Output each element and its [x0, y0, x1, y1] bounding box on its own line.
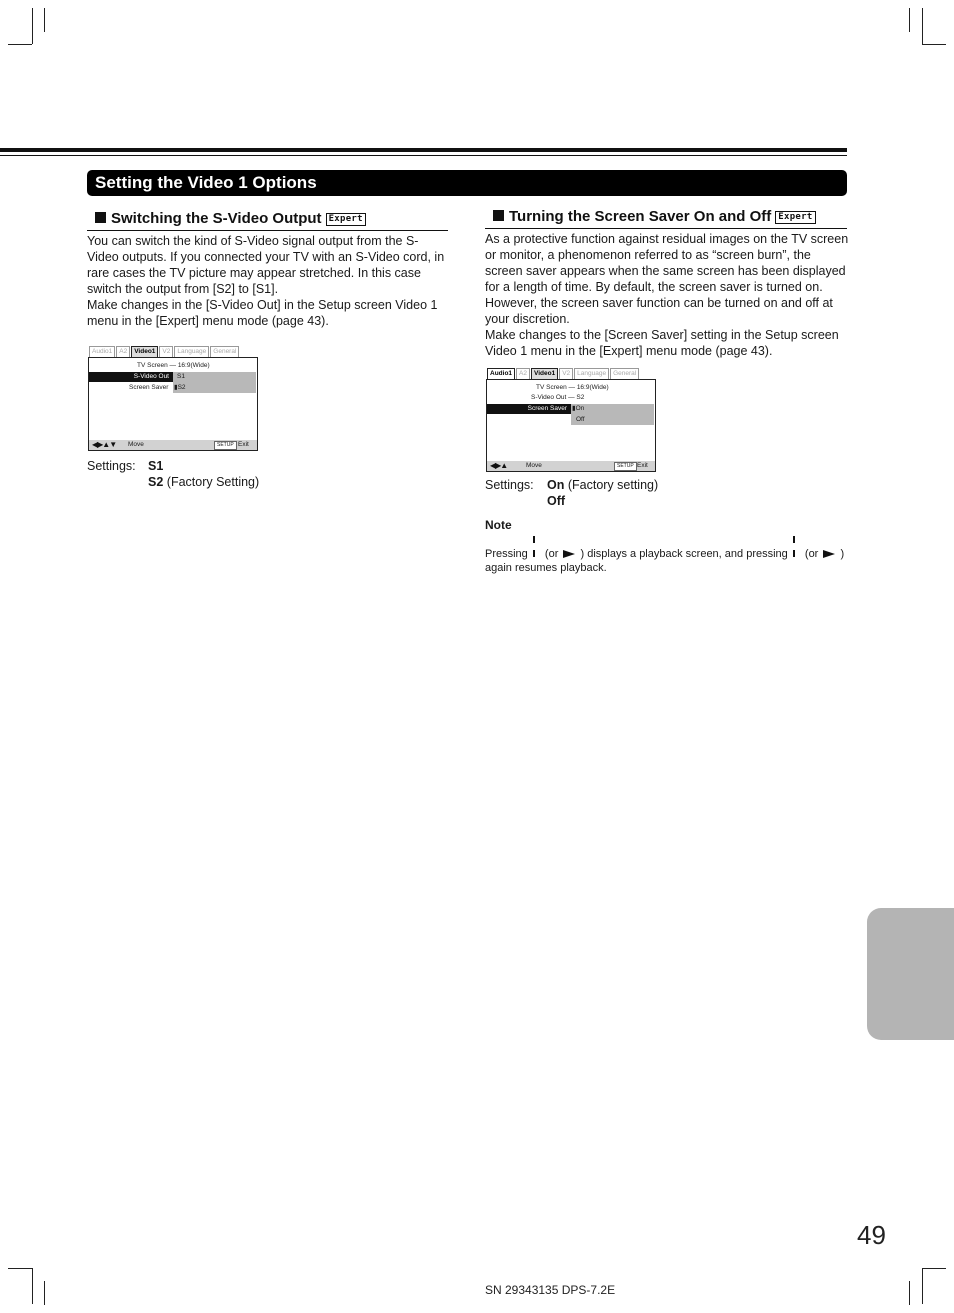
- crop-mark: [32, 1268, 33, 1304]
- left-settings-label: Settings:: [87, 459, 136, 473]
- footer-code: SN 29343135 DPS-7.2E: [485, 1283, 616, 1297]
- left-heading-rule: [87, 230, 448, 231]
- osd-bottom-bar: [89, 440, 257, 450]
- osd-bottom-bar: [487, 461, 655, 471]
- osd-tab-a2: A2: [516, 368, 530, 379]
- right-paragraph-2: Make changes to the [Screen Saver] setting in the Setup screen Video 1 menu in the [Expert] menu mode (page 43).: [485, 328, 839, 358]
- crop-mark: [32, 8, 33, 44]
- right-body: [485, 231, 849, 359]
- section-title-bar: [87, 170, 847, 196]
- osd-option-on: ▮On: [572, 405, 585, 412]
- osd-tab-audio1: Audio1: [487, 368, 515, 379]
- crop-mark: [44, 8, 45, 32]
- note-text: Pressing (or ) displays a playback screen, and pressing (or ) again resumes playback.: [485, 533, 847, 575]
- section-title: Setting the Video 1 Options: [95, 173, 317, 192]
- osd-tab-general: General: [610, 368, 639, 379]
- right-paragraph-1: As a protective function against residual images on the TV screen or monitor, a phenomenon referred to as “screen burn”, the screen saver appears when the same screen has been displayed for a length of time. By default, the screen saver is turned on. However, the screen saver function can be turned on and off at your discretion.: [485, 232, 849, 326]
- left-heading-text: Switching the S-Video Output: [111, 210, 322, 227]
- osd-row-tv-screen: TV Screen — 16:9(Wide): [137, 362, 210, 369]
- right-osd-screen: [486, 370, 656, 472]
- crop-mark: [922, 44, 946, 45]
- page-number: 49: [857, 1220, 886, 1250]
- osd-option-s2: ▮S2: [174, 384, 186, 391]
- arrow-keys-icon: ◀▶▲▼: [92, 440, 117, 449]
- chapter-thumb-tab: [867, 908, 954, 1040]
- crop-mark: [8, 1268, 32, 1269]
- osd-tab-general: General: [210, 346, 239, 357]
- crop-mark: [909, 8, 910, 32]
- crop-mark: [922, 1268, 946, 1269]
- osd-option-s1: S1: [177, 373, 185, 380]
- osd-tab-v2: V2: [559, 368, 573, 379]
- osd-row-svideo-out: S-Video Out: [89, 372, 173, 382]
- note-title: Note: [485, 518, 512, 532]
- crop-mark: [44, 1281, 45, 1305]
- right-setting-on: On (Factory setting): [547, 478, 659, 492]
- osd-row-svideo-out: S-Video Out — S2: [531, 394, 585, 401]
- osd-tab-language: Language: [574, 368, 609, 379]
- square-bullet-icon: [95, 212, 106, 223]
- expert-badge: Expert: [326, 213, 366, 226]
- setup-button-icon: SETUP: [214, 441, 237, 450]
- crop-mark: [922, 1268, 923, 1304]
- osd-tab-video1: Video1: [131, 346, 158, 357]
- osd-exit-label: Exit: [637, 462, 648, 469]
- osd-tab-a2: A2: [116, 346, 130, 357]
- pause-icon: [533, 533, 540, 540]
- osd-move-label: Move: [526, 462, 542, 469]
- osd-tab-audio1: Audio1: [89, 346, 115, 357]
- osd-tabs: [89, 346, 240, 357]
- header-rule: [0, 148, 847, 152]
- left-heading: [95, 210, 366, 227]
- crop-mark: [909, 1281, 910, 1305]
- header-rule-thin: [0, 155, 847, 156]
- left-paragraph-2: Make changes in the [S-Video Out] in the Setup screen Video 1 menu in the [Expert] menu mode (page 43).: [87, 298, 438, 328]
- left-setting-s2: S2 (Factory Setting): [148, 475, 260, 489]
- right-heading-text: Turning the Screen Saver On and Off: [509, 208, 772, 225]
- play-icon: [823, 550, 835, 558]
- arrow-keys-icon: ◀▶▲: [490, 461, 508, 470]
- square-bullet-icon: [493, 210, 504, 221]
- right-heading-rule: [485, 228, 847, 229]
- right-setting-off: Off: [547, 494, 566, 508]
- osd-exit-label: Exit: [238, 441, 249, 448]
- crop-mark: [8, 44, 32, 45]
- expert-badge: Expert: [775, 211, 815, 224]
- osd-tab-video1: Video1: [531, 368, 558, 379]
- osd-row-tv-screen: TV Screen — 16:9(Wide): [536, 384, 609, 391]
- left-setting-s1: S1: [148, 459, 164, 473]
- osd-row-screen-saver: Screen Saver: [487, 404, 571, 414]
- play-icon: [563, 550, 575, 558]
- osd-move-label: Move: [128, 441, 144, 448]
- setup-button-icon: SETUP: [614, 462, 637, 471]
- osd-tab-language: Language: [174, 346, 209, 357]
- osd-option-off: Off: [576, 416, 585, 423]
- left-osd-screen: [88, 348, 258, 451]
- osd-row-screen-saver: Screen Saver: [129, 384, 169, 391]
- left-paragraph-1: You can switch the kind of S-Video signal output from the S-Video outputs. If you connected your TV with an S-Video cord, in rare cases the TV picture may appear stretched. In this case switch the output from [S2] to [S1].: [87, 234, 445, 296]
- crop-mark: [922, 8, 923, 44]
- osd-tab-v2: V2: [159, 346, 173, 357]
- left-body: [87, 233, 449, 329]
- right-heading: [493, 208, 816, 225]
- pause-icon: [793, 533, 800, 540]
- osd-tabs: [487, 368, 640, 379]
- right-settings-label: Settings:: [485, 478, 534, 492]
